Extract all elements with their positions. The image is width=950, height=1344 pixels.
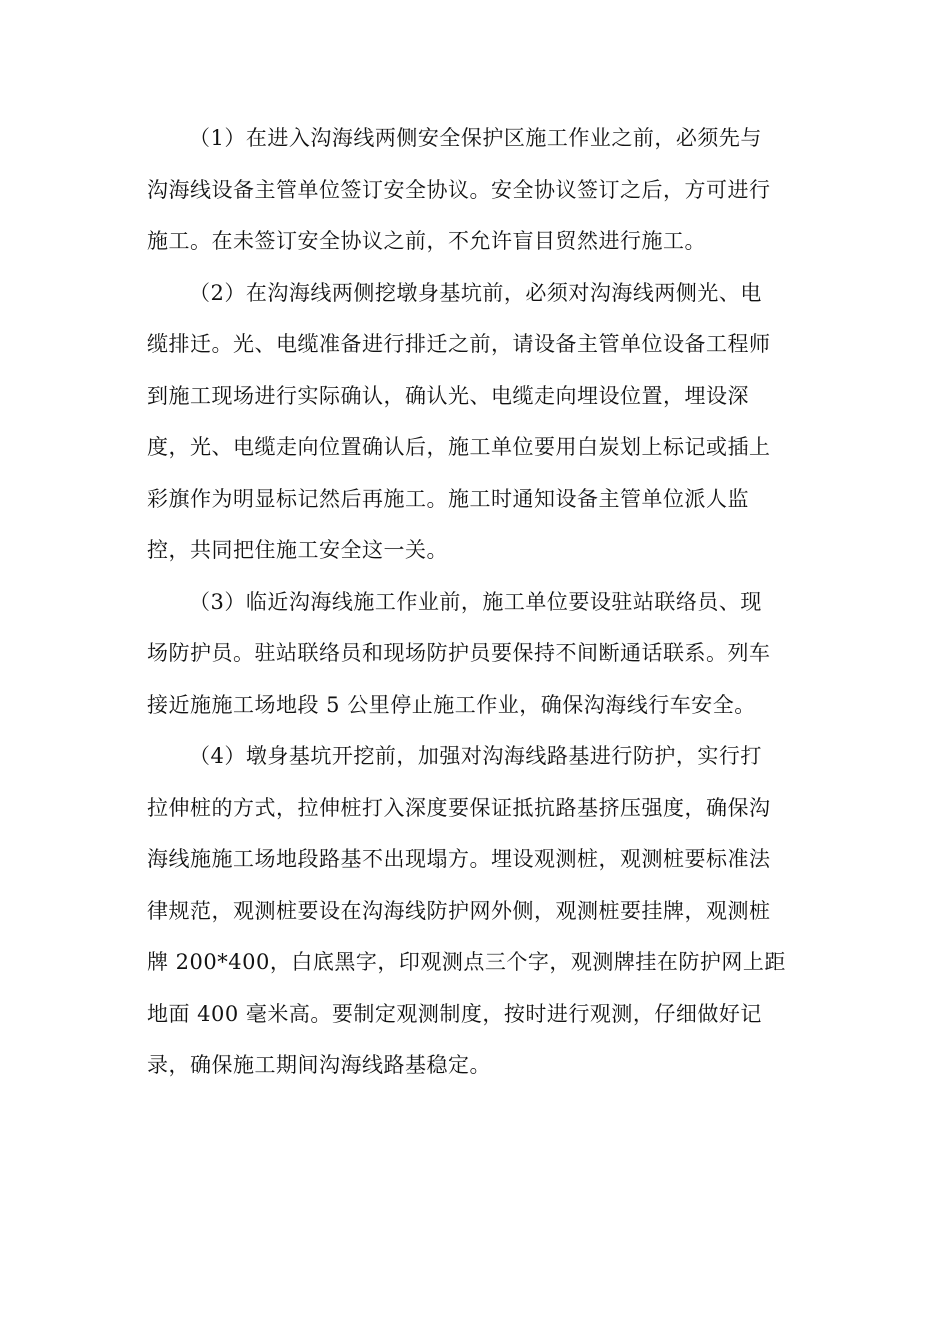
paragraph-line: （1）在进入沟海线两侧安全保护区施工作业之前，必须先与: [189, 126, 762, 150]
paragraph-line: 律规范，观测桩要设在沟海线防护网外侧，观测桩要挂牌，观测桩: [147, 898, 771, 923]
paragraph-line: 缆排迁。光、电缆准备进行排迁之前，请设备主管单位设备工程师: [147, 332, 771, 356]
paragraph-line: 施工。在未签订安全协议之前，不允许盲目贸然进行施工。: [147, 229, 706, 253]
paragraph-line: 拉伸桩的方式，拉伸桩打入深度要保证抵抗路基挤压强度，确保沟: [147, 795, 771, 820]
paragraph-line: 地面 400 毫米高。要制定观测制度，按时进行观测，仔细做好记: [147, 1001, 762, 1026]
paragraph-line: 彩旗作为明显标记然后再施工。施工时通知设备主管单位派人监: [147, 486, 749, 511]
paragraph-line: 海线施施工场地段路基不出现塌方。埋设观测桩，观测桩要标准法: [147, 847, 771, 871]
paragraph-line: 度，光、电缆走向位置确认后，施工单位要用白炭划上标记或插上: [147, 435, 771, 459]
paragraph-line: 控，共同把住施工安全这一关。: [147, 538, 448, 562]
paragraph-3: [147, 577, 797, 732]
paragraph-line: （2）在沟海线两侧挖墩身基坑前，必须对沟海线两侧光、电: [189, 280, 762, 305]
paragraph-line: 牌 200*400，白底黑字，印观测点三个字，观测牌挂在防护网上距: [147, 950, 786, 974]
paragraph-1: [147, 113, 797, 268]
paragraph-line: （4）墩身基坑开挖前，加强对沟海线路基进行防护，实行打: [189, 744, 762, 768]
paragraph-line: 到施工现场进行实际确认，确认光、电缆走向埋设位置，埋设深: [147, 383, 749, 408]
paragraph-2: [147, 268, 797, 577]
paragraph-line: 场防护员。驻站联络员和现场防护员要保持不间断通话联系。列车: [147, 641, 771, 665]
paragraph-line: 沟海线设备主管单位签订安全协议。安全协议签订之后，方可进行: [147, 177, 771, 202]
paragraph-line: 录，确保施工期间沟海线路基稳定。: [147, 1053, 491, 1077]
paragraph-4: [147, 731, 797, 1092]
document-body: [147, 113, 797, 1092]
paragraph-line: （3）临近沟海线施工作业前，施工单位要设驻站联络员、现: [189, 589, 762, 614]
paragraph-line: 接近施施工场地段 5 公里停止施工作业，确保沟海线行车安全。: [147, 692, 756, 717]
